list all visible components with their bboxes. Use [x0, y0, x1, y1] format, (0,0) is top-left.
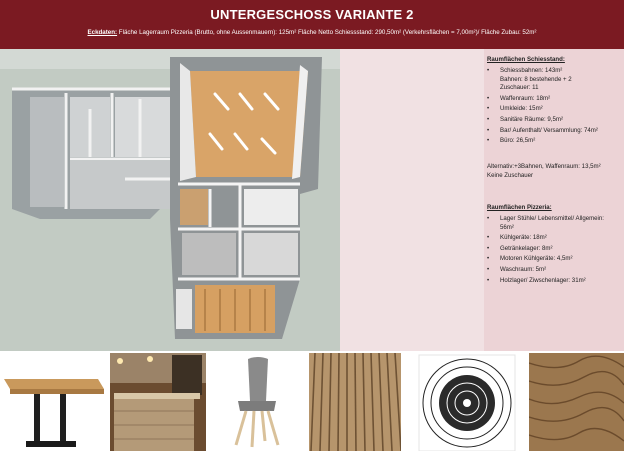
- wood-texture-photo: [529, 353, 624, 451]
- wood-slats-photo: [309, 353, 401, 451]
- list-item: • Getränkelager: 8m²: [487, 244, 553, 252]
- list-item: • Motoren Kühlgeräte: 4,5m²: [487, 255, 573, 263]
- pizzeria-list: [487, 215, 621, 287]
- bullet-icon: •: [487, 255, 490, 263]
- list-item: • Umkleide: 15m²: [487, 105, 543, 113]
- eckdaten-label: Eckdaten:: [87, 29, 118, 36]
- list-item: • Kühlgeräte: 18m²: [487, 234, 547, 242]
- alternative-note: Alternativ:+3Bahnen, Waffenraum: 13,5m² Keine Zuschauer: [487, 163, 601, 179]
- bullet-icon: •: [487, 276, 490, 284]
- empty-panel: [340, 49, 484, 351]
- chair-photo: [210, 353, 305, 451]
- header-banner: [0, 0, 624, 49]
- table-photo: [0, 353, 106, 451]
- list-item: • Sanitäre Räume: 9,5m²: [487, 115, 563, 123]
- floor-plan-drawing: [0, 49, 340, 351]
- bullet-icon: •: [487, 234, 490, 242]
- schiesstand-list: [487, 67, 621, 148]
- shooting-target-photo: [405, 353, 525, 451]
- bullet-icon: •: [487, 126, 490, 134]
- floor-plan-image: [0, 49, 340, 351]
- photo-strip: [0, 351, 624, 451]
- bullet-icon: •: [487, 137, 490, 145]
- list-item: • Waffenraum: 18m²: [487, 94, 551, 102]
- schiesstand-heading: Raumflächen Schiesstand:: [487, 56, 565, 63]
- bullet-icon: •: [487, 265, 490, 273]
- eckdaten-text: Fläche Lagerraum Pizzeria (Brutto, ohne Aussenmauern): 125m² Fläche Netto Schiessstand: 290,50m² (Verkehrsflächen = 7,00m²)/ Fläche Zubau: 52m²: [117, 29, 537, 36]
- list-item: • Lager Stühle/ Lebensmittel/ Allgemein: 56m²: [487, 215, 604, 231]
- bullet-icon: •: [487, 67, 490, 74]
- bullet-icon: •: [487, 115, 490, 123]
- list-item: • Schiessbahnen: 143m² Bahnen: 8 bestehende + 2 Zuschauer: 11: [487, 67, 572, 92]
- eckdaten-line: [0, 29, 624, 36]
- bullet-icon: •: [487, 105, 490, 113]
- list-item: • Büro: 26,5m²: [487, 137, 536, 145]
- page-title: UNTERGESCHOSS VARIANTE 2: [210, 7, 414, 22]
- bullet-icon: •: [487, 94, 490, 102]
- list-item: • Bar/ Aufenthalt/ Versammlung: 74m²: [487, 126, 598, 134]
- room-areas-panel: [484, 49, 624, 351]
- bullet-icon: •: [487, 215, 490, 222]
- list-item: • Holzlager/ Ziwschenlager: 31m²: [487, 276, 586, 284]
- list-item: • Waschraum: 5m²: [487, 265, 547, 273]
- bullet-icon: •: [487, 244, 490, 252]
- bar-counter-photo: [110, 353, 206, 451]
- pizzeria-heading: Raumflächen Pizzeria:: [487, 204, 552, 211]
